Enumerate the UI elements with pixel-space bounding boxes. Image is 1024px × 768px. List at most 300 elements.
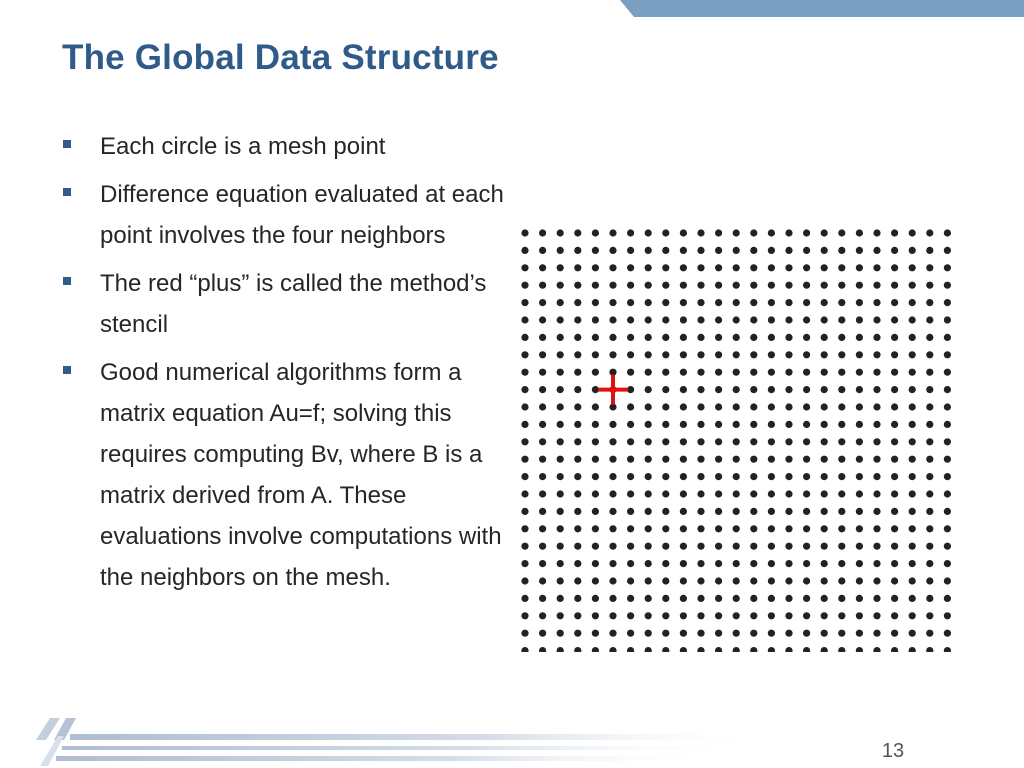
mesh-point	[909, 351, 916, 358]
mesh-point	[838, 369, 845, 376]
mesh-point	[821, 282, 828, 289]
mesh-point	[944, 403, 951, 410]
mesh-point	[715, 577, 722, 584]
mesh-point	[856, 490, 863, 497]
mesh-point	[521, 299, 528, 306]
mesh-point	[521, 264, 528, 271]
mesh-point	[574, 369, 581, 376]
mesh-point	[803, 229, 810, 236]
mesh-point	[785, 316, 792, 323]
mesh-point	[856, 351, 863, 358]
mesh-point	[539, 438, 546, 445]
mesh-point	[557, 316, 564, 323]
mesh-point	[645, 473, 652, 480]
mesh-point	[697, 560, 704, 567]
mesh-point	[909, 386, 916, 393]
mesh-point	[750, 595, 757, 602]
mesh-point	[838, 456, 845, 463]
mesh-point	[574, 264, 581, 271]
mesh-point	[627, 403, 634, 410]
mesh-point	[557, 577, 564, 584]
mesh-point	[733, 421, 740, 428]
mesh-point	[909, 525, 916, 532]
mesh-point	[539, 316, 546, 323]
mesh-point	[821, 351, 828, 358]
mesh-point	[715, 299, 722, 306]
mesh-point	[521, 560, 528, 567]
mesh-point	[645, 351, 652, 358]
mesh-point	[539, 490, 546, 497]
mesh-point	[574, 456, 581, 463]
mesh-point	[733, 543, 740, 550]
bullet-item	[60, 174, 510, 256]
mesh-point	[627, 247, 634, 254]
mesh-point	[592, 334, 599, 341]
mesh-point	[557, 369, 564, 376]
mesh-point	[838, 282, 845, 289]
mesh-point	[838, 630, 845, 637]
mesh-point	[680, 473, 687, 480]
mesh-point	[909, 630, 916, 637]
mesh-point	[715, 630, 722, 637]
mesh-point	[645, 247, 652, 254]
bullet-item	[60, 352, 510, 598]
mesh-point	[909, 334, 916, 341]
mesh-point	[768, 508, 775, 515]
mesh-point	[838, 438, 845, 445]
mesh-point	[926, 282, 933, 289]
mesh-point	[539, 351, 546, 358]
mesh-point	[557, 595, 564, 602]
mesh-point	[539, 577, 546, 584]
mesh-point	[592, 229, 599, 236]
mesh-point	[750, 525, 757, 532]
mesh-point	[557, 612, 564, 619]
mesh-point	[557, 403, 564, 410]
mesh-point	[944, 386, 951, 393]
mesh-point	[733, 299, 740, 306]
mesh-point	[733, 490, 740, 497]
mesh-point	[680, 508, 687, 515]
mesh-point	[680, 647, 687, 652]
mesh-point	[662, 229, 669, 236]
mesh-point	[715, 490, 722, 497]
mesh-point	[662, 595, 669, 602]
mesh-point	[697, 647, 704, 652]
mesh-point	[803, 247, 810, 254]
mesh-point	[627, 525, 634, 532]
mesh-point	[750, 456, 757, 463]
mesh-point	[821, 403, 828, 410]
mesh-point	[909, 264, 916, 271]
mesh-point	[821, 299, 828, 306]
mesh-point	[926, 595, 933, 602]
mesh-point	[697, 577, 704, 584]
mesh-point	[715, 612, 722, 619]
mesh-point	[944, 369, 951, 376]
mesh-point	[733, 351, 740, 358]
mesh-point	[680, 630, 687, 637]
mesh-point	[891, 247, 898, 254]
mesh-point	[750, 229, 757, 236]
mesh-point	[803, 264, 810, 271]
mesh-point	[609, 299, 616, 306]
slide-title: The Global Data Structure	[62, 38, 499, 77]
mesh-point	[715, 473, 722, 480]
mesh-point	[803, 456, 810, 463]
mesh-point	[909, 647, 916, 652]
mesh-point	[627, 438, 634, 445]
mesh-grid	[515, 222, 965, 652]
mesh-point	[821, 264, 828, 271]
mesh-point	[645, 299, 652, 306]
mesh-point	[926, 386, 933, 393]
mesh-point	[697, 316, 704, 323]
mesh-point	[750, 282, 757, 289]
mesh-point	[926, 647, 933, 652]
mesh-point	[521, 473, 528, 480]
mesh-point	[645, 630, 652, 637]
mesh-point	[521, 403, 528, 410]
stencil-plus-icon	[598, 375, 628, 405]
mesh-point	[944, 282, 951, 289]
mesh-point	[697, 595, 704, 602]
mesh-point	[856, 334, 863, 341]
mesh-point	[909, 299, 916, 306]
mesh-point	[768, 473, 775, 480]
mesh-point	[750, 438, 757, 445]
mesh-point	[627, 508, 634, 515]
mesh-point	[785, 229, 792, 236]
mesh-point	[557, 543, 564, 550]
mesh-point	[645, 282, 652, 289]
mesh-point	[873, 490, 880, 497]
mesh-point	[539, 647, 546, 652]
mesh-point	[627, 560, 634, 567]
mesh-point	[697, 456, 704, 463]
mesh-point	[873, 508, 880, 515]
mesh-point	[715, 456, 722, 463]
mesh-point	[944, 438, 951, 445]
mesh-point	[891, 525, 898, 532]
mesh-point	[733, 247, 740, 254]
mesh-point	[733, 508, 740, 515]
mesh-point	[926, 473, 933, 480]
mesh-point	[785, 334, 792, 341]
mesh-point	[891, 438, 898, 445]
mesh-point	[680, 525, 687, 532]
mesh-point	[539, 369, 546, 376]
mesh-point	[609, 282, 616, 289]
mesh-point	[926, 264, 933, 271]
mesh-point	[609, 612, 616, 619]
mesh-point	[715, 438, 722, 445]
mesh-point	[944, 334, 951, 341]
mesh-point	[574, 647, 581, 652]
mesh-point	[697, 490, 704, 497]
mesh-point	[926, 369, 933, 376]
mesh-point	[891, 421, 898, 428]
mesh-point	[856, 247, 863, 254]
mesh-point	[856, 612, 863, 619]
mesh-point	[856, 264, 863, 271]
mesh-point	[838, 647, 845, 652]
mesh-point	[768, 543, 775, 550]
mesh-point	[645, 316, 652, 323]
mesh-point	[944, 264, 951, 271]
mesh-point	[873, 282, 880, 289]
mesh-point	[627, 264, 634, 271]
mesh-point	[733, 438, 740, 445]
mesh-point	[662, 647, 669, 652]
mesh-point	[944, 299, 951, 306]
mesh-point	[539, 264, 546, 271]
mesh-point	[803, 577, 810, 584]
mesh-point	[680, 560, 687, 567]
mesh-point	[539, 525, 546, 532]
mesh-point	[557, 421, 564, 428]
mesh-point	[821, 595, 828, 602]
mesh-point	[697, 403, 704, 410]
mesh-point	[750, 577, 757, 584]
mesh-point	[645, 229, 652, 236]
mesh-point	[697, 386, 704, 393]
mesh-point	[750, 543, 757, 550]
mesh-point	[521, 508, 528, 515]
mesh-point	[521, 316, 528, 323]
mesh-point	[856, 316, 863, 323]
mesh-point	[733, 282, 740, 289]
mesh-point	[627, 334, 634, 341]
mesh-point	[662, 369, 669, 376]
mesh-point	[574, 595, 581, 602]
mesh-point	[697, 264, 704, 271]
bullet-list	[60, 126, 510, 605]
mesh-point	[926, 334, 933, 341]
mesh-point	[750, 247, 757, 254]
mesh-point	[697, 473, 704, 480]
mesh-point	[592, 264, 599, 271]
mesh-point	[768, 334, 775, 341]
footer-swoosh-decoration	[0, 706, 780, 768]
mesh-point	[926, 351, 933, 358]
mesh-point	[768, 612, 775, 619]
mesh-point	[574, 543, 581, 550]
mesh-point	[609, 543, 616, 550]
mesh-point	[680, 421, 687, 428]
mesh-point	[697, 438, 704, 445]
mesh-point	[873, 247, 880, 254]
mesh-point	[909, 595, 916, 602]
mesh-point	[856, 630, 863, 637]
mesh-point	[592, 577, 599, 584]
mesh-point	[750, 508, 757, 515]
mesh-point	[909, 229, 916, 236]
mesh-point	[680, 229, 687, 236]
mesh-point	[715, 229, 722, 236]
mesh-point	[803, 299, 810, 306]
header-accent-bar	[620, 0, 1024, 17]
mesh-point	[557, 282, 564, 289]
mesh-point	[785, 508, 792, 515]
mesh-point	[715, 316, 722, 323]
mesh-point	[891, 316, 898, 323]
mesh-point	[768, 630, 775, 637]
mesh-point	[909, 612, 916, 619]
mesh-point	[680, 316, 687, 323]
mesh-point	[627, 299, 634, 306]
mesh-point	[733, 334, 740, 341]
mesh-point	[521, 647, 528, 652]
mesh-point	[697, 612, 704, 619]
mesh-point	[838, 386, 845, 393]
mesh-point	[768, 229, 775, 236]
mesh-point	[785, 282, 792, 289]
mesh-point	[627, 386, 634, 393]
mesh-point	[609, 630, 616, 637]
mesh-point	[574, 630, 581, 637]
mesh-point	[697, 525, 704, 532]
mesh-point	[574, 247, 581, 254]
mesh-point	[891, 369, 898, 376]
mesh-point	[574, 403, 581, 410]
mesh-point	[662, 403, 669, 410]
mesh-point	[926, 508, 933, 515]
mesh-point	[697, 229, 704, 236]
mesh-point	[680, 299, 687, 306]
mesh-point	[785, 543, 792, 550]
mesh-point	[838, 612, 845, 619]
mesh-point	[909, 282, 916, 289]
mesh-point	[733, 473, 740, 480]
mesh-point	[521, 282, 528, 289]
mesh-point	[873, 351, 880, 358]
mesh-point	[785, 560, 792, 567]
mesh-point	[926, 560, 933, 567]
mesh-point	[873, 630, 880, 637]
mesh-point	[750, 630, 757, 637]
mesh-point	[557, 525, 564, 532]
mesh-point	[592, 595, 599, 602]
mesh-point	[539, 508, 546, 515]
mesh-point	[733, 264, 740, 271]
mesh-point	[539, 421, 546, 428]
bullet-item	[60, 263, 510, 345]
mesh-point	[838, 403, 845, 410]
mesh-point	[821, 647, 828, 652]
mesh-point	[715, 369, 722, 376]
mesh-point	[873, 369, 880, 376]
mesh-point	[926, 612, 933, 619]
mesh-point	[944, 490, 951, 497]
mesh-point	[803, 369, 810, 376]
mesh-point	[803, 386, 810, 393]
mesh-point	[645, 369, 652, 376]
mesh-point	[856, 543, 863, 550]
mesh-point	[627, 543, 634, 550]
mesh-point	[521, 334, 528, 341]
mesh-point	[838, 264, 845, 271]
mesh-point	[733, 369, 740, 376]
mesh-point	[873, 316, 880, 323]
mesh-point	[785, 351, 792, 358]
mesh-point	[838, 525, 845, 532]
mesh-point	[944, 595, 951, 602]
mesh-point	[627, 351, 634, 358]
mesh-point	[803, 647, 810, 652]
mesh-point	[891, 630, 898, 637]
mesh-point	[592, 525, 599, 532]
mesh-point	[574, 334, 581, 341]
mesh-point	[944, 612, 951, 619]
mesh-point	[609, 508, 616, 515]
mesh-point	[697, 508, 704, 515]
mesh-point	[574, 473, 581, 480]
mesh-point	[838, 351, 845, 358]
mesh-point	[539, 456, 546, 463]
mesh-point	[785, 630, 792, 637]
mesh-point	[662, 473, 669, 480]
mesh-point	[627, 282, 634, 289]
mesh-point	[803, 560, 810, 567]
mesh-point	[609, 264, 616, 271]
mesh-point	[926, 299, 933, 306]
mesh-point	[785, 647, 792, 652]
mesh-point	[627, 229, 634, 236]
bullet-text: Good numerical algorithms form a matrix equation Au=f; solving this requires computing Bv, where B is a matrix derived from A. These evaluations involve computations with the neighbors on the mesh.	[100, 359, 502, 591]
mesh-point	[768, 421, 775, 428]
mesh-point	[838, 595, 845, 602]
mesh-point	[645, 438, 652, 445]
mesh-point	[645, 525, 652, 532]
mesh-point	[750, 316, 757, 323]
mesh-point	[574, 316, 581, 323]
mesh-point	[715, 421, 722, 428]
mesh-point	[873, 595, 880, 602]
mesh-point	[715, 560, 722, 567]
mesh-point	[873, 386, 880, 393]
mesh-point	[838, 316, 845, 323]
mesh-point	[539, 403, 546, 410]
mesh-point	[803, 421, 810, 428]
mesh-point	[768, 490, 775, 497]
mesh-point	[627, 595, 634, 602]
mesh-point	[926, 403, 933, 410]
mesh-point	[891, 403, 898, 410]
mesh-point	[909, 438, 916, 445]
mesh-point	[838, 490, 845, 497]
mesh-point	[557, 456, 564, 463]
mesh-point	[609, 229, 616, 236]
mesh-point	[609, 334, 616, 341]
mesh-point	[609, 247, 616, 254]
mesh-point	[944, 351, 951, 358]
mesh-point	[821, 508, 828, 515]
mesh-point	[662, 247, 669, 254]
mesh-point	[750, 560, 757, 567]
mesh-point	[645, 421, 652, 428]
mesh-point	[574, 282, 581, 289]
mesh-point	[697, 247, 704, 254]
mesh-point	[768, 647, 775, 652]
mesh-point	[891, 282, 898, 289]
mesh-point	[697, 299, 704, 306]
mesh-point	[838, 543, 845, 550]
mesh-point	[557, 630, 564, 637]
mesh-point	[838, 577, 845, 584]
mesh-point	[592, 369, 599, 376]
mesh-point	[785, 473, 792, 480]
